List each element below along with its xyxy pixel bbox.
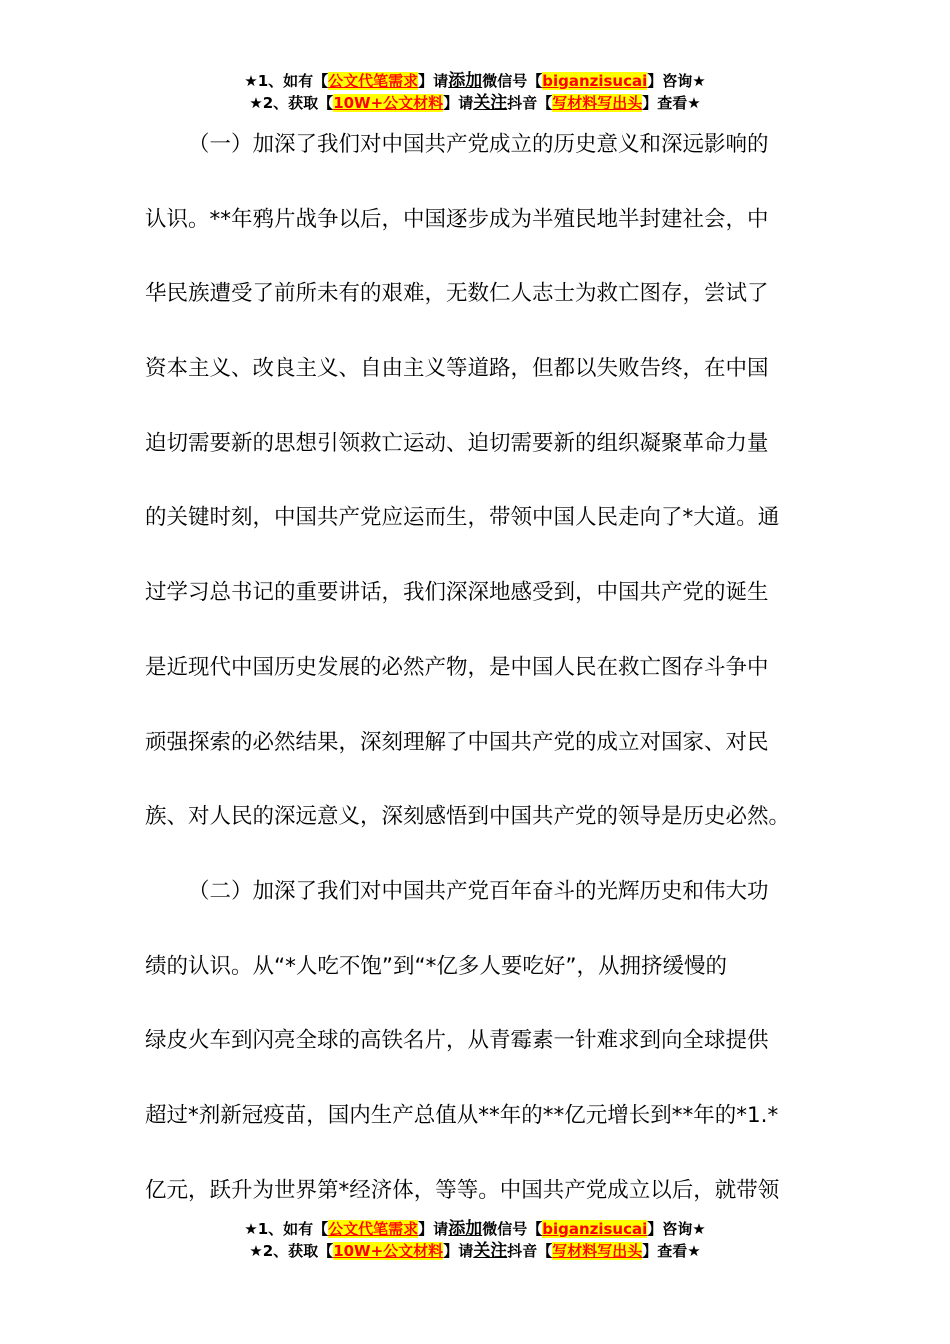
document-body <box>145 126 810 1246</box>
highlight-wechat-id: biganzisucai <box>542 1220 648 1238</box>
text-line: 亿元，跃升为世界第*经济体，等等。中国共产党成立以后，就带领 <box>145 1177 780 1203</box>
highlight-wechat-id: biganzisucai <box>542 72 648 90</box>
banner-line-2: ★2、获取【10W+公文材料】请关注抖音【写材料写出头】查看★ <box>249 93 701 113</box>
text-line: 绩的认识。从“*人吃不饱”到“*亿多人要吃好”，从拥挤缓慢的 <box>145 953 728 979</box>
highlight-materials: 10W+公文材料 <box>333 1242 444 1260</box>
text-line: （二）加深了我们对中国共产党百年奋斗的光辉历史和伟大功 <box>188 878 769 904</box>
highlight-douyin: 写材料写出头 <box>552 1242 643 1260</box>
text-line: 超过*剂新冠疫苗，国内生产总值从**年的**亿元增长到**年的*1.* <box>145 1102 779 1128</box>
text-line: 顽强探索的必然结果，深刻理解了中国共产党的成立对国家、对民 <box>145 729 769 755</box>
text-line: 华民族遭受了前所未有的艰难，无数仁人志士为救亡图存，尝试了 <box>145 281 769 307</box>
text-line: 是近现代中国历史发展的必然产物，是中国人民在救亡图存斗争中 <box>145 654 769 680</box>
highlight-service: 公文代笔需求 <box>328 72 419 90</box>
text-line: 族、对人民的深远意义，深刻感悟到中国共产党的领导是历史必然。 <box>145 804 791 830</box>
text-line: （一）加深了我们对中国共产党成立的历史意义和深远影响的 <box>188 132 769 157</box>
text-line: 绿皮火车到闪亮全球的高铁名片，从青霉素一针难求到向全球提供 <box>145 1028 769 1054</box>
highlight-materials: 10W+公文材料 <box>333 94 444 112</box>
footer-line-2: ★2、获取【10W+公文材料】请关注抖音【写材料写出头】查看★ <box>249 1241 701 1261</box>
text-line: 认识。**年鸦片战争以后，中国逐步成为半殖民地半封建社会，中 <box>145 206 769 232</box>
footer-banner <box>0 1218 950 1262</box>
text-line: 迫切需要新的思想引领救亡运动、迫切需要新的组织凝聚革命力量 <box>145 430 769 456</box>
footer-line-1: ★1、如有【公文代笔需求】请添加微信号【biganzisucai】咨询★ <box>244 1219 706 1239</box>
banner-line-1: ★1、如有【公文代笔需求】请添加微信号【biganzisucai】咨询★ <box>244 71 706 91</box>
text-line: 过学习总书记的重要讲话，我们深深地感受到，中国共产党的诞生 <box>145 580 769 606</box>
text-line: 资本主义、改良主义、自由主义等道路，但都以失败告终，在中国 <box>145 356 769 382</box>
highlight-service: 公文代笔需求 <box>328 1220 419 1238</box>
header-banner <box>0 70 950 114</box>
highlight-douyin: 写材料写出头 <box>552 94 643 112</box>
text-line: 的关键时刻，中国共产党应运而生，带领中国人民走向了*大道。通 <box>145 505 780 531</box>
